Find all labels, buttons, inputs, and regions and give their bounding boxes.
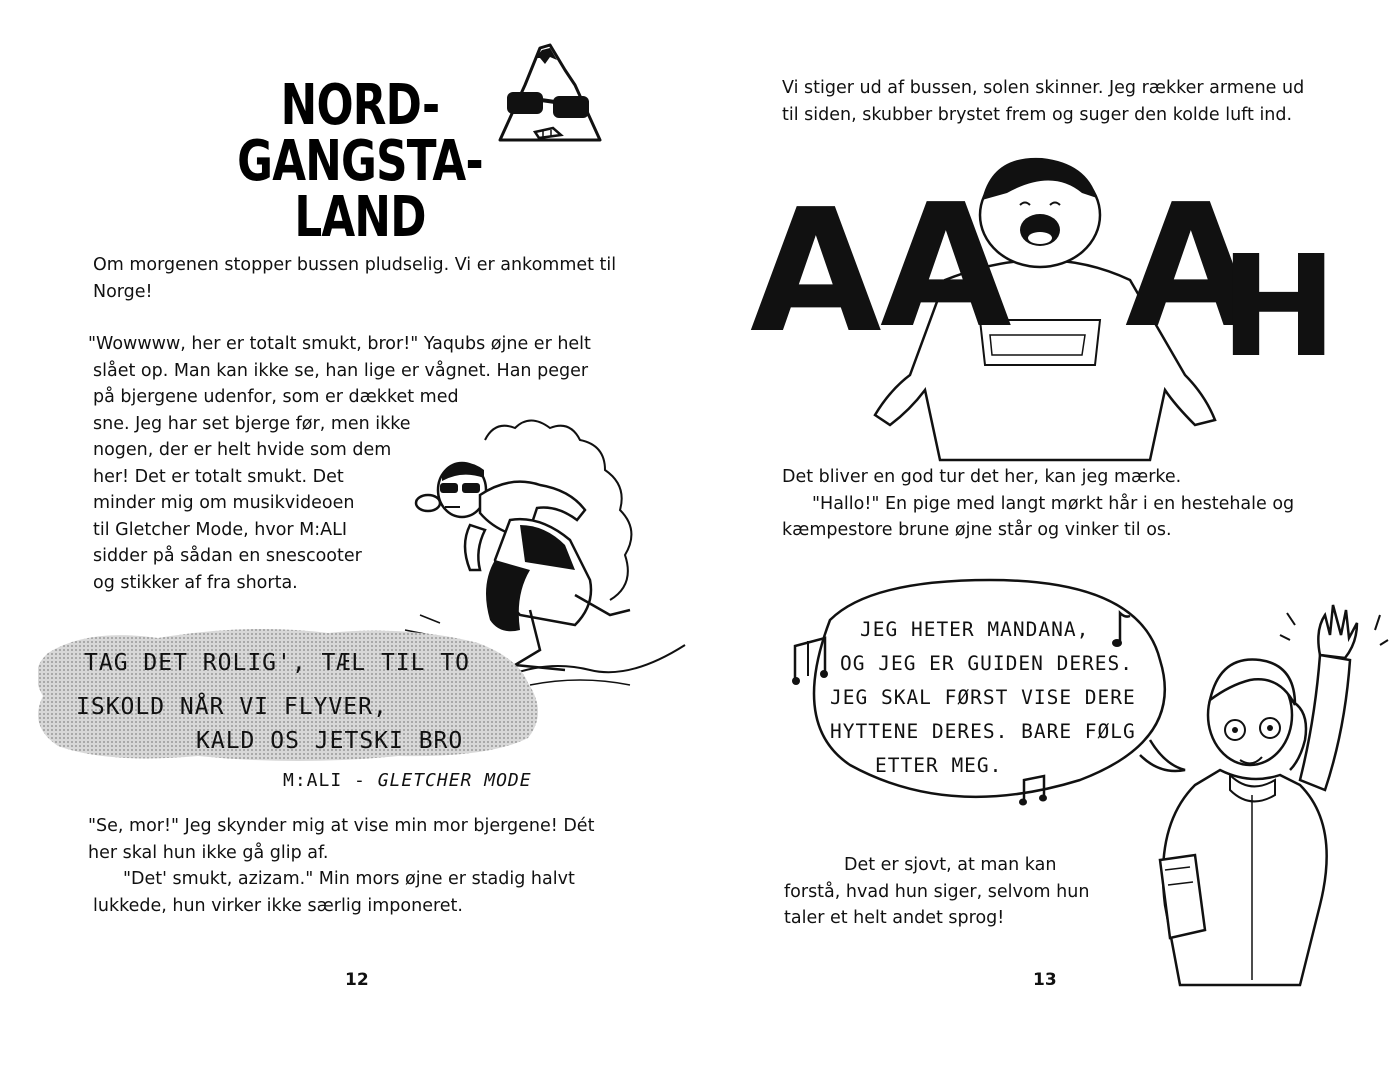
left-paragraph2-line: her! Det er totalt smukt. Det <box>93 466 344 487</box>
speech-line: OG JEG ER GUIDEN DERES. <box>840 652 1134 675</box>
left-paragraph2-line: og stikker af fra shorta. <box>93 572 298 593</box>
lyric-artist: M:ALI - <box>283 770 378 791</box>
speech-bubble-text <box>830 613 1136 783</box>
shout-letter: H <box>1220 226 1338 389</box>
shout-letter: A <box>1125 168 1257 366</box>
left-paragraph4: "Det' smukt, azizam." Min mors øjne er stadig halvt lukkede, hun virker ikke særlig imponeret. <box>93 869 575 916</box>
lyric-line3: KALD OS JETSKI BRO <box>196 728 464 754</box>
girl-waving-illustration <box>1140 600 1390 985</box>
left-paragraph2-line: "Wowwww, her er totalt smukt, bror!" Yaqubs øjne er helt <box>88 334 591 354</box>
left-paragraph2-line: minder mig om musikvideoen <box>93 493 355 513</box>
speech-line: JEG HETER MANDANA, <box>860 618 1090 641</box>
left-paragraph2-line: slået op. Man kan ikke se, han lige er vågnet. Han peger <box>93 360 589 381</box>
page-number-right: 13 <box>1033 970 1057 990</box>
left-paragraph2-line: til Gletcher Mode, hvor M:ALI <box>93 519 348 540</box>
page-number-left: 12 <box>345 970 369 990</box>
lyric-credit <box>283 770 532 791</box>
lyric-line2: ISKOLD NÅR VI FLYVER, <box>76 694 388 720</box>
left-paragraph2-line: sidder på sådan en snescooter <box>93 546 362 566</box>
left-paragraph1: Om morgenen stopper bussen pludselig. Vi er ankommet til Norge! <box>93 255 617 302</box>
speech-line: ETTER MEG. <box>875 754 1003 777</box>
chapter-title <box>196 73 524 250</box>
right-paragraph4: Det er sjovt, at man kan forstå, hvad hun siger, selvom hun taler et helt andet sprog! <box>784 855 1090 928</box>
speech-line: JEG SKAL FØRST VISE DERE <box>830 686 1136 709</box>
right-paragraph1: Vi stiger ud af bussen, solen skinner. Jeg rækker armene ud til siden, skubber brystet frem og suger den kolde luft ind. <box>782 78 1305 125</box>
chapter-title-line1: NORD- <box>280 73 440 138</box>
chapter-title-line2: GANGSTA-LAND <box>237 129 483 250</box>
speech-line: HYTTENE DERES. BARE FØLG <box>830 720 1136 743</box>
shout-letter: A <box>880 168 1012 366</box>
lyric-song: GLETCHER MODE <box>377 770 532 791</box>
shout-letter: A <box>750 173 882 371</box>
left-paragraph2-line: på bjergene udenfor, som er dækket med <box>93 387 459 407</box>
right-page <box>700 0 1400 1065</box>
lyric-line1: TAG DET ROLIG', TÆL TIL TO <box>84 650 471 676</box>
music-note-icon <box>790 636 830 691</box>
left-paragraph2-line: nogen, der er helt hvide som dem <box>93 440 392 460</box>
mountain-with-sunglasses-icon <box>495 40 605 150</box>
right-paragraph3: "Hallo!" En pige med langt mørkt hår i en hestehale og kæmpestore brune øjne står og vinker til os. <box>782 493 1295 540</box>
right-paragraph2: Det bliver en god tur det her, kan jeg mærke. "Hallo!" En pige med langt mørkt hår i en hestehale og kæmpestore brune øjne står og vinker til os. <box>782 464 1322 544</box>
left-paragraph3: "Se, mor!" Jeg skynder mig at vise min mor bjergene! Dét her skal hun ikke gå glip af. "Det' smukt, azizam." Min mors øjne er stadig halvt lukkede, hun virker ikke særlig imponeret. <box>88 813 623 919</box>
left-paragraph2-line: sne. Jeg har set bjerge før, men ikke <box>93 413 411 434</box>
